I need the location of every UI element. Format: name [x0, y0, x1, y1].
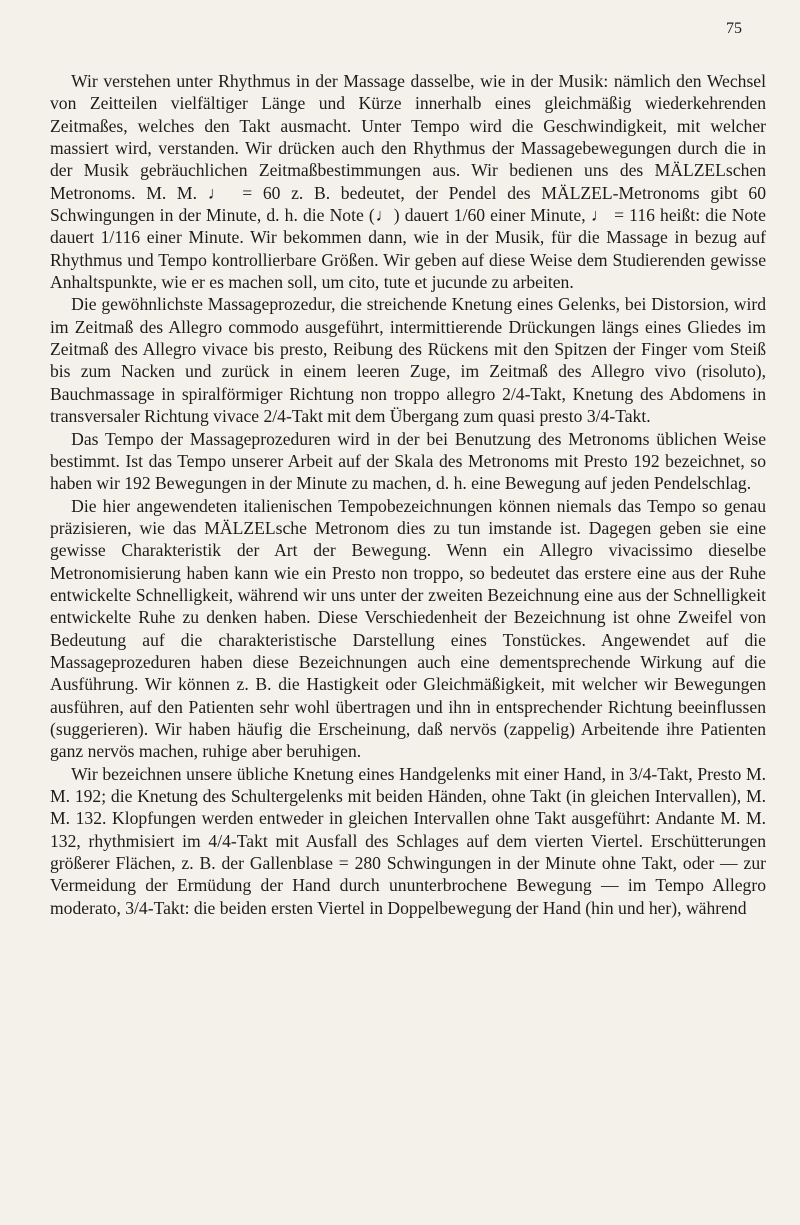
- page-number: 75: [726, 20, 742, 37]
- paragraph-1: Wir verstehen unter Rhythmus in der Massage dasselbe, wie in der Musik: nämlich den Wechsel von Zeitteilen vielfältiger Länge und Kürze innerhalb eines gleichmäßig wiederkehrenden Zeitmaßes, welches den Takt ausmacht. Unter Tempo wird die Geschwindigkeit, mit welcher massiert wird, verstanden. Wir drücken auch den Rhythmus der Massagebewegungen durch die in der Musik gebräuchlichen Zeitmaßbestimmungen aus. Wir bedienen uns des MÄLZELschen Metronoms. M. M. ♩ = 60 z. B. bedeutet, der Pendel des MÄLZEL-Metronoms gibt 60 Schwingungen in der Minute, d. h. die Note (♩) dauert 1/60 einer Minute, ♩ = 116 heißt: die Note dauert 1/116 einer Minute. Wir bekommen dann, wie in der Musik, für die Massage in bezug auf Rhythmus und Tempo kontrollierbare Größen. Wir geben auf diese Weise dem Studierenden gewisse Anhaltspunkte, wie er es machen soll, um cito, tute et jucunde zu arbeiten.: [50, 71, 766, 293]
- paragraph-3: Das Tempo der Massageprozeduren wird in der bei Benutzung des Metronoms üblichen Weise bestimmt. Ist das Tempo unserer Arbeit auf der Skala des Metronoms mit Presto 192 bezeichnet, so haben wir 192 Bewegungen in der Minute zu machen, d. h. eine Bewegung auf jeden Pendelschlag.: [50, 428, 766, 494]
- paragraph-4: Die hier angewendeten italienischen Tempobezeichnungen können niemals das Tempo so genau präzisieren, wie das MÄLZELsche Metronom dies zu tun imstande ist. Dagegen geben sie eine gewisse Charakteristik der Art der Bewegung. Wenn ein Allegro vivacissimo dieselbe Metronomisierung haben kann wie ein Presto non troppo, so bedeutet das erstere eine aus der Ruhe entwickelte Schnelligkeit, während wir uns unter der zweiten Bezeichnung eine aus der Schnelligkeit entwickelte Ruhe zu denken haben. Diese Verschiedenheit der Bezeichnung ist ohne Zweifel von Bedeutung auf die charakteristische Darstellung eines Tonstückes. Angewendet auf die Massageprozeduren haben diese Bezeichnungen auch eine dementsprechende Wirkung auf die Ausführung. Wir können z. B. die Hastigkeit oder Gleichmäßigkeit, mit welcher wir Bewegungen ausführen, auf den Patienten sehr wohl übertragen und ihn in entsprechender Richtung beeinflussen (suggerieren). Wir haben häufig die Erscheinung, daß nervös (zappelig) Arbeitende ihre Patienten ganz nervös machen, ruhige aber beruhigen.: [50, 495, 766, 762]
- paragraph-2: Die gewöhnlichste Massageprozedur, die streichende Knetung eines Gelenks, bei Distorsion, wird im Zeitmaß des Allegro commodo ausgeführt, intermittierende Drückungen längs eines Gliedes im Zeitmaß des Allegro vivace bis presto, Reibung des Rückens mit den Spitzen der Finger vom Steiß bis zum Nacken und zurück in einem leeren Zuge, im Zeitmaß des Allegro vivo (risoluto), Bauchmassage in spiralförmiger Richtung non troppo allegro 2/4-Takt, Knetung des Abdomens in transversaler Richtung vivace 2/4-Takt mit dem Übergang zum quasi presto 3/4-Takt.: [50, 294, 766, 427]
- paragraph-5: Wir bezeichnen unsere übliche Knetung eines Handgelenks mit einer Hand, in 3/4-Takt, Presto M. M. 192; die Knetung des Schultergelenks mit beiden Händen, ohne Takt (in gleichen Intervallen), M. M. 132. Klopfungen werden entweder in gleichen Intervallen ohne Takt ausgeführt: Andante M. M. 132, rhythmisiert im 4/4-Takt mit Ausfall des Schlages auf dem vierten Viertel. Erschütterungen größerer Flächen, z. B. der Gallenblase = 280 Schwingungen in der Minute ohne Takt, oder — zur Vermeidung der Ermüdung der Hand durch ununterbrochene Bewegung — im Tempo Allegro moderato, 3/4-Takt: die beiden ersten Viertel in Doppelbewegung der Hand (hin und her), während: [50, 763, 766, 918]
- body-text: [50, 70, 766, 919]
